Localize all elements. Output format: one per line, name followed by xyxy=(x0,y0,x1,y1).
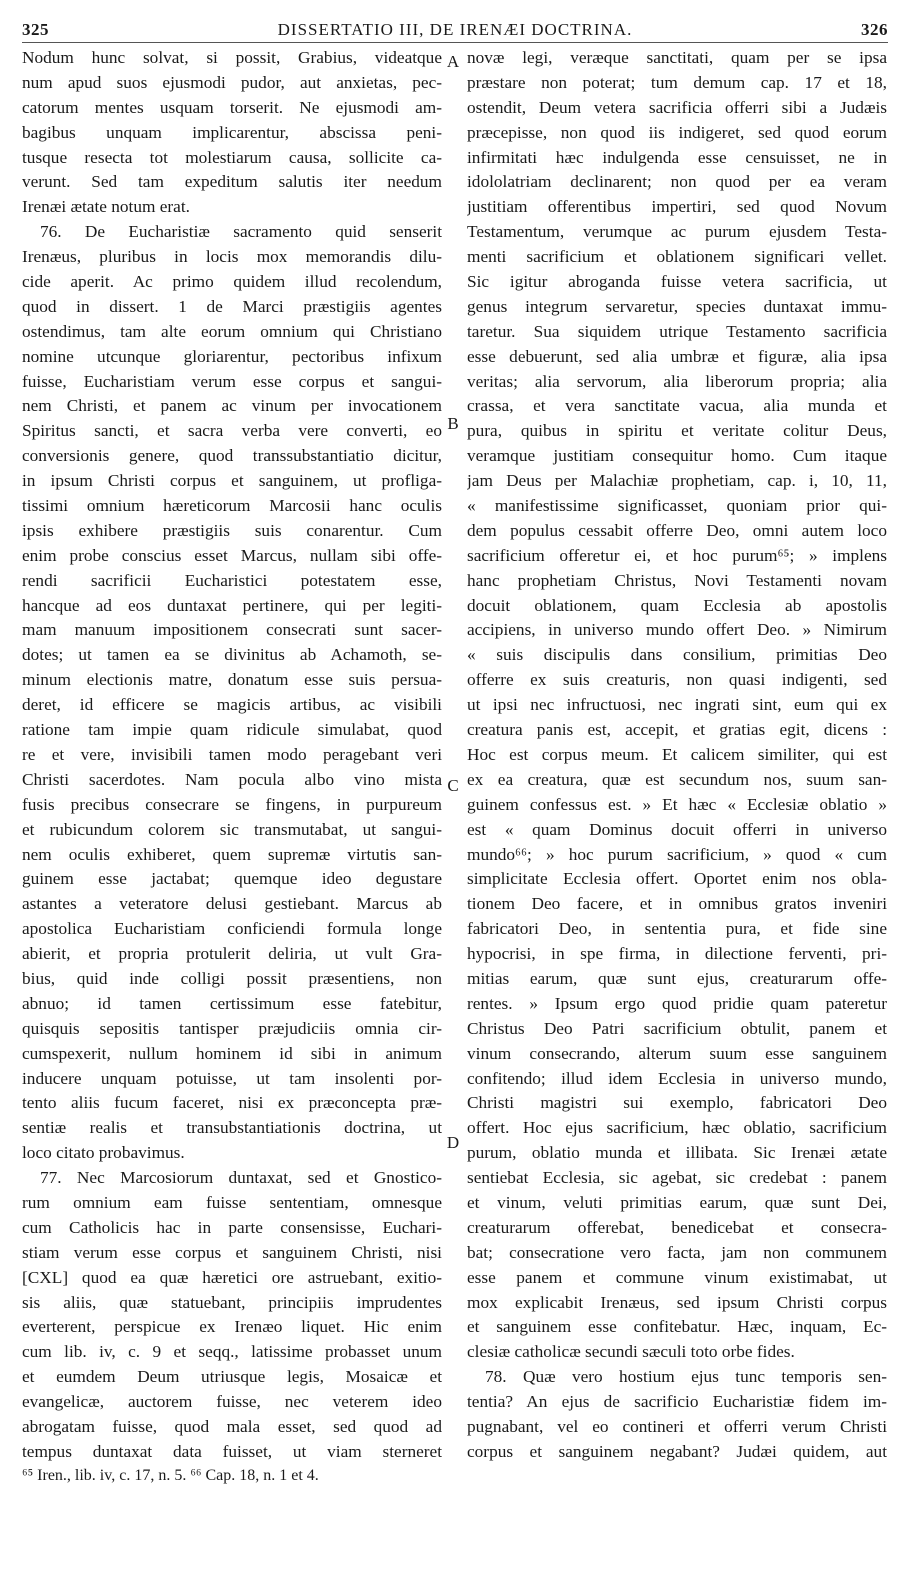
text-line: ostendit, Deum vetera sacrificia offerri sibi a Judæis xyxy=(467,97,887,117)
text-line: cide aperit. Ac primo quidem illud recolendum, xyxy=(22,272,442,292)
text-line: ipsis exhibere præstigiis suis conarentur. Cum xyxy=(22,520,442,540)
text-line: hanc prophetiam Christus, Novi Testamenti novam xyxy=(467,570,887,590)
running-title: DISSERTATIO III, DE IRENÆI DOCTRINA. xyxy=(277,20,633,39)
text-line: hypocrisi, in spe firma, in dilectione ferventi, pri- xyxy=(467,944,887,964)
text-line: taretur. Sua siquidem utrique Testamento sacrificia xyxy=(467,321,887,341)
text-line: enim probe conscius esset Marcus, nullam sibi offe- xyxy=(22,545,442,565)
text-line: Spiritus sancti, et sacra verba vere converti, eo xyxy=(22,421,442,441)
text-line: simplicitate Ecclesia offert. Oportet enim nos obla- xyxy=(467,869,887,889)
text-line: in ipsum Christi corpus et sanguinem, ut profliga- xyxy=(22,471,442,491)
right-column xyxy=(467,46,887,1465)
text-line: sacrificium offeretur ei, et hoc purum⁶⁵; » implens xyxy=(467,545,887,565)
text-line: quisquis sepositis tantisper præjudiciis omnia cir- xyxy=(22,1018,442,1038)
text-line: tissimi omnium hæreticorum Marcosii hanc oculis xyxy=(22,496,442,516)
text-line: mox explicabit Irenæus, sed ipsum Christi corpus xyxy=(467,1292,887,1312)
text-line: sentiæ realis et transubstantiationis doctrina, ut xyxy=(22,1118,442,1138)
text-line: offerre ex suis creaturis, non quasi indigenti, sed xyxy=(467,670,887,690)
text-line: veritas; alia servorum, alia liberorum propria; alia xyxy=(467,371,887,391)
text-line: corpus et sanguinem negabant? Judæi quidem, aut xyxy=(467,1441,887,1461)
text-line: nem Christi, et panem ac vinum per invocationem xyxy=(22,396,442,416)
text-line: præstare non poterat; tum demum cap. 17 et 18, xyxy=(467,72,887,92)
text-line: deret, id efficere se magicis artibus, ac visibili xyxy=(22,695,442,715)
text-line: ostendimus, tam alte eorum omnium qui Christiano xyxy=(22,321,442,341)
text-line: guinem esse jactabat; quemque ideo degustare xyxy=(22,869,442,889)
text-line: mitias earum, quæ sunt ejus, creaturarum offe- xyxy=(467,968,887,988)
text-line: docuit oblationem, quam Ecclesia ab apostolis xyxy=(467,595,887,615)
text-line: vinum consecrando, alterum suum esse sanguinem xyxy=(467,1043,887,1063)
margin-letter-c: C xyxy=(447,776,459,795)
text-line: apostolica Eucharistiam conficiendi formula longe xyxy=(22,919,442,939)
text-line: genus integrum servaretur, species duntaxat immu- xyxy=(467,296,887,316)
text-line: offert. Hoc ejus sacrificium, hæc oblatio, sacrificium xyxy=(467,1118,887,1138)
text-line: astantes a veteratore delusi gestiebant. Marcus ab xyxy=(22,894,442,914)
text-line: justitiam offerentibus impertiri, sed quod Novum xyxy=(467,197,887,217)
text-line: ratione tam impie quam ridicule simulabat, quod xyxy=(22,720,442,740)
text-line: Christi magistri sui exemplo, fabricatori Deo xyxy=(467,1093,887,1113)
text-line: [CXL] quod ea quæ hæretici ore astruebant, exitio- xyxy=(22,1267,442,1287)
header-rule xyxy=(22,42,888,43)
text-line: abierit, et propria protulerit deliria, ut vult Gra- xyxy=(22,944,442,964)
text-line: « suis discipulis dans consilium, primitias Deo xyxy=(467,645,887,665)
text-line: creaturarum offerebat, benedicebat et consecra- xyxy=(467,1217,887,1237)
text-line: quod in dissert. 1 de Marci præstigiis agentes xyxy=(22,296,442,316)
text-line: Christus Deo Patri sacrificium obtulit, panem et xyxy=(467,1018,887,1038)
text-line: nomine utcunque gloriarentur, pectoribus infixum xyxy=(22,346,442,366)
left-column xyxy=(22,46,442,1465)
text-line: bius, quid inde colligi possit præsentiens, non xyxy=(22,968,442,988)
text-line: idololatriam declinarent; non quod per ea veram xyxy=(467,172,887,192)
text-line: infirmitati hæc indulgenda esse censuisset, ne in xyxy=(467,147,887,167)
text-line: bat; consecratione vero facta, jam non communem xyxy=(467,1242,887,1262)
text-line: 77. Nec Marcosiorum duntaxat, sed et Gnostico- xyxy=(40,1168,442,1188)
text-line: re et vere, invisibili tamen modo peragebant veri xyxy=(22,744,442,764)
text-line: Christi sacerdotes. Nam pocula albo vino mista xyxy=(22,769,442,789)
text-line: clesiæ catholicæ secundi sæculi toto orbe fides. xyxy=(467,1342,795,1362)
text-line: Hoc est corpus meum. Et calicem similiter, qui est xyxy=(467,744,887,764)
text-line: accipiens, in universo mundo offert Deo. » Nimirum xyxy=(467,620,887,640)
text-line: 76. De Eucharistiæ sacramento quid senserit xyxy=(40,222,442,242)
footnotes: ⁶⁵ Iren., lib. iv, c. 17, n. 5. ⁶⁶ Cap. 18, n. 1 et 4. xyxy=(22,1467,319,1484)
text-line: « manifestissime significasset, quoniam prior qui- xyxy=(467,496,887,516)
text-line: tento aliis fucum faceret, nisi ex præconcepta præ- xyxy=(22,1093,442,1113)
text-line: abrogatam fuisse, quod mala esset, sed quod ad xyxy=(22,1416,442,1436)
text-line: catorum mentes usquam torserit. Ne ejusmodi am- xyxy=(22,97,442,117)
page-number-right: 326 xyxy=(861,20,888,39)
text-line: mundo⁶⁶; » hoc purum sacrificium, » quod « cum xyxy=(467,844,887,864)
text-line: abnuo; id tamen certissimum esse fatebitur, xyxy=(22,993,442,1013)
text-line: fuisse, Eucharistiam verum esse corpus et sangui- xyxy=(22,371,442,391)
text-line: tempus duntaxat data fuisset, ut viam sterneret xyxy=(22,1441,442,1461)
text-line: Irenæus, pluribus in locis mox memorandis dilu- xyxy=(22,247,442,267)
text-line: præcepisse, non quod iis indigeret, sed quod eorum xyxy=(467,122,887,142)
text-line: rendi sacrificii Eucharistici potestatem esse, xyxy=(22,570,442,590)
text-line: sis aliis, quæ statuebant, principiis imprudentes xyxy=(22,1292,442,1312)
text-line: cumspexerit, nullum hominem id sibi in animum xyxy=(22,1043,442,1063)
text-line: sentiebat Ecclesia, sic agebat, sic credebat : panem xyxy=(467,1168,887,1188)
text-line: evangelicæ, auctorem fuisse, nec veterem ideo xyxy=(22,1392,442,1412)
text-line: tentia? An ejus de sacrificio Eucharistiæ fidem im- xyxy=(467,1392,887,1412)
text-line: verunt. Sed tam expeditum salutis iter needum xyxy=(22,172,442,192)
text-line: bagibus unquam implicarentur, abscissa peni- xyxy=(22,122,442,142)
page-number-left: 325 xyxy=(22,20,49,39)
text-line: pugnabant, vel eo contineri et offerri verum Christi xyxy=(467,1416,887,1436)
text-line: et rubicundum colorem sic transmutabat, ut sangui- xyxy=(22,819,442,839)
text-line: tusque resecta tot molestiarum causa, sollicite ca- xyxy=(22,147,442,167)
text-line: purum, oblatio munda et illibata. Sic Irenæi ætate xyxy=(467,1143,887,1163)
text-line: mam manuum impositionem consecrati sunt sacer- xyxy=(22,620,442,640)
margin-letter-b: B xyxy=(447,414,459,433)
margin-letter-a: A xyxy=(446,52,460,71)
text-line: pura, quibus in spiritu et veritate colitur Deus, xyxy=(467,421,887,441)
text-line: 78. Quæ vero hostium ejus tunc temporis sen- xyxy=(485,1367,887,1387)
text-line: Irenæi ætate notum erat. xyxy=(22,197,190,217)
text-line: ut ipsi nec infructuosi, nec ingrati sint, eum qui ex xyxy=(467,695,887,715)
text-line: guinem confessus est. » Et hæc « Ecclesiæ oblatio » xyxy=(467,794,887,814)
margin-letter-d: D xyxy=(446,1133,460,1152)
text-line: creatura panis est, accepit, et gratias egit, dicens : xyxy=(467,720,887,740)
text-line: cum Catholicis hac in parte consensisse, Euchari- xyxy=(22,1217,442,1237)
text-line: et vinum, veluti primitias earum, quæ sunt Dei, xyxy=(467,1192,887,1212)
text-line: fabricatori Deo, in sententia pura, et fide sine xyxy=(467,919,887,939)
text-line: crassa, et vera sanctitate vacua, alia munda et xyxy=(467,396,887,416)
text-line: dem populus cessabit offerre Deo, omni autem loco xyxy=(467,520,887,540)
text-line: nem oculis exhiberet, quem supremæ virtutis san- xyxy=(22,844,442,864)
text-line: et eumdem Deum utriusque legis, Mosaicæ et xyxy=(22,1367,442,1387)
text-line: Sic igitur abroganda fuisse vetera sacrificia, ut xyxy=(467,272,887,292)
text-line: stiam verum esse corpus et sanguinem Christi, nisi xyxy=(22,1242,442,1262)
text-line: cum lib. iv, c. 9 et seqq., latissime probasset unum xyxy=(22,1342,442,1362)
text-line: ex ea creatura, quæ est secundum nos, suum san- xyxy=(467,769,887,789)
text-line: hancque ad eos duntaxat pertinere, qui per legiti- xyxy=(22,595,442,615)
text-line: veramque justitiam consequitur homo. Cum itaque xyxy=(467,446,887,466)
text-line: rum omnium eam fuisse sententiam, omnesque xyxy=(22,1192,442,1212)
text-line: dotes; ut tamen ea se divinitus ab Achamoth, se- xyxy=(22,645,442,665)
text-line: tionem Deo facere, et in omnibus gratos inveniri xyxy=(467,894,887,914)
text-line: rentes. » Ipsum ergo quod pridie quam pateretur xyxy=(467,993,887,1013)
text-line: est « quam Dominus docuit offerri in universo xyxy=(467,819,887,839)
text-line: jam Deus per Malachiæ prophetiam, cap. i, 10, 11, xyxy=(467,471,887,491)
running-header xyxy=(22,20,888,42)
text-line: Testamentum, verumque ac purum ejusdem Testa- xyxy=(467,222,887,242)
text-line: esse panem et commune vinum existimabat, ut xyxy=(467,1267,887,1287)
text-line: fusis precibus consecrare se fingens, in purpureum xyxy=(22,794,442,814)
text-line: esse debuerunt, sed alia umbræ et figuræ, alia ipsa xyxy=(467,346,887,366)
text-line: confitendo; illud idem Ecclesia in universo mundo, xyxy=(467,1068,887,1088)
text-line: everterent, perspicue ex Irenæo liquet. Hic enim xyxy=(22,1317,442,1337)
text-line: menti sacrificium et oblationem significari vellet. xyxy=(467,247,887,267)
text-line: et sanguinem esse confitebatur. Hæc, inquam, Ec- xyxy=(467,1317,887,1337)
text-line: conversionis genere, quod transsubstantiatio dicitur, xyxy=(22,446,442,466)
text-line: novæ legi, veræque sanctitati, quam per se ipsa xyxy=(467,48,887,67)
text-line: inducere unquam potuisse, ut tam insolenti por- xyxy=(22,1068,442,1088)
text-line: minum electionis matre, donatum esse suis persua- xyxy=(22,670,442,690)
text-line: Nodum hunc solvat, si possit, Grabius, videatque xyxy=(22,48,442,67)
text-line: loco citato probavimus. xyxy=(22,1143,185,1163)
text-line: num apud suos ejusmodi pudor, aut anxietas, pec- xyxy=(22,72,442,92)
